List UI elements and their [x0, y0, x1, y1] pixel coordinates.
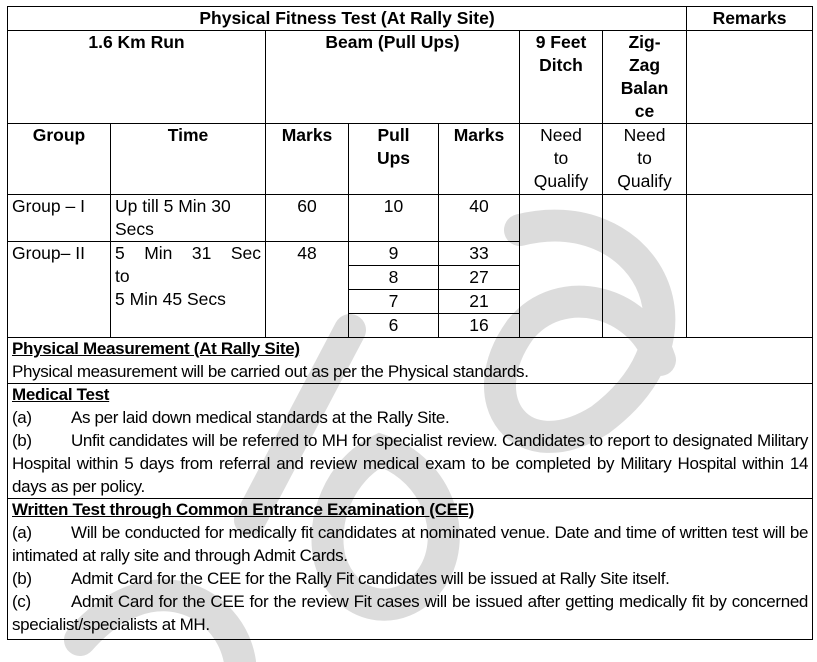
- col-run-marks: Marks: [266, 124, 349, 195]
- remarks-cell: [687, 195, 813, 338]
- beam-marks-cell: 27: [439, 266, 520, 290]
- section-title: Medical Test: [12, 385, 110, 404]
- beam-marks-cell: 40: [439, 195, 520, 242]
- run-marks-cell: 60: [266, 195, 349, 242]
- col-zigzag-qualify: Need to Qualify: [603, 124, 687, 195]
- group-cell: Group – I: [8, 195, 111, 242]
- section-physical-measurement: [8, 338, 813, 384]
- col-time: Time: [111, 124, 266, 195]
- section-written-test: [8, 499, 813, 640]
- time-cell: 5 Min 31 Sec to 5 Min 45 Secs: [111, 242, 266, 338]
- list-item: (b) Unfit candidates will be referred to MH for specialist review. Candidates to report to designated Military Hospital within 5 days from referral and review medical exam to be completed by Military Hospital within 14 days as per policy.: [12, 431, 809, 496]
- remarks-header: Remarks: [687, 7, 813, 31]
- section-title: Physical Measurement (At Rally Site): [12, 339, 300, 358]
- col-pull-ups: Pull Ups: [349, 124, 439, 195]
- beam-group-header: Beam (Pull Ups): [266, 31, 520, 124]
- list-item: (a) As per laid down medical standards at the Rally Site.: [12, 408, 450, 427]
- time-cell: Up till 5 Min 30 Secs: [111, 195, 266, 242]
- list-item: (a) Will be conducted for medically fit candidates at nominated venue. Date and time of written test will be intimated at rally site and through Admit Cards.: [12, 523, 809, 565]
- beam-marks-cell: 33: [439, 242, 520, 266]
- col-beam-marks: Marks: [439, 124, 520, 195]
- beam-marks-cell: 21: [439, 290, 520, 314]
- pull-ups-cell: 8: [349, 266, 439, 290]
- table-title: Physical Fitness Test (At Rally Site): [8, 7, 687, 31]
- section-text: Physical measurement will be carried out as per the Physical standards.: [12, 362, 529, 381]
- pull-ups-cell: 6: [349, 314, 439, 338]
- run-group-header: 1.6 Km Run: [8, 31, 266, 124]
- zigzag-header: Zig- Zag Balan ce: [603, 31, 687, 124]
- ditch-result-cell: [520, 195, 603, 338]
- col-group: Group: [8, 124, 111, 195]
- list-item: (c) Admit Card for the CEE for the review Fit cases will be issued after getting medically fit by concerned specialist/specialists at MH.: [12, 592, 809, 634]
- remarks-cell: [687, 124, 813, 195]
- pull-ups-cell: 7: [349, 290, 439, 314]
- ditch-header: 9 Feet Ditch: [520, 31, 603, 124]
- list-item: (b) Admit Card for the CEE for the Rally Fit candidates will be issued at Rally Site itself.: [12, 569, 670, 588]
- zigzag-result-cell: [603, 195, 687, 338]
- fitness-table: [7, 6, 813, 640]
- remarks-cell: [687, 31, 813, 124]
- col-ditch-qualify: Need to Qualify: [520, 124, 603, 195]
- run-marks-cell: 48: [266, 242, 349, 338]
- pull-ups-cell: 10: [349, 195, 439, 242]
- section-medical-test: [8, 384, 813, 499]
- section-title: Written Test through Common Entrance Examination (CEE): [12, 500, 475, 519]
- pull-ups-cell: 9: [349, 242, 439, 266]
- table-row: [8, 195, 813, 242]
- beam-marks-cell: 16: [439, 314, 520, 338]
- group-cell: Group– II: [8, 242, 111, 338]
